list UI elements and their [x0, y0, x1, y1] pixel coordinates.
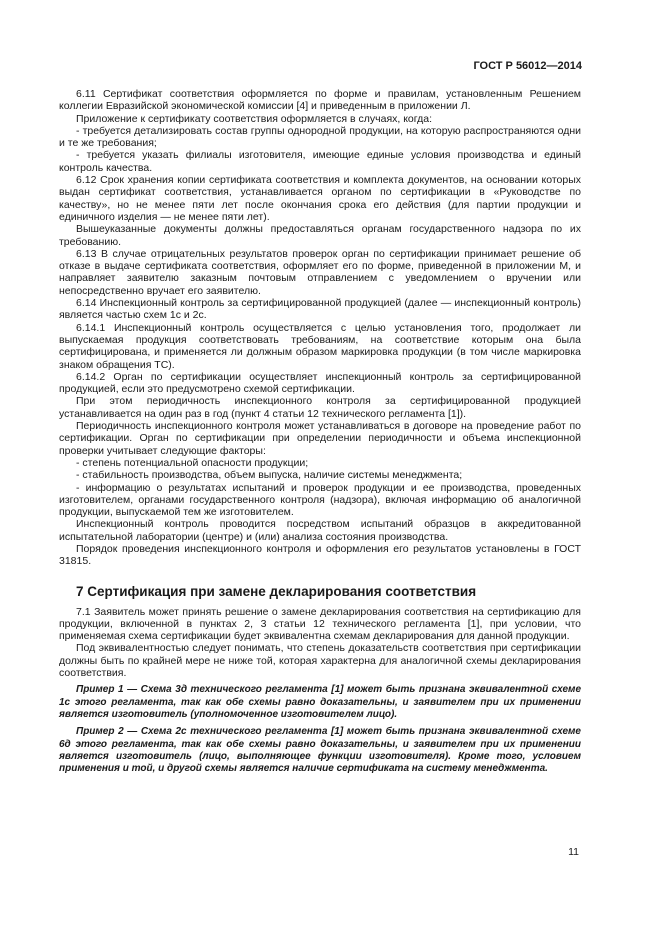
- paragraph: Инспекционный контроль проводится посредством испытаний образцов в аккредитованной испытательной лаборатории (центре) и (или) анализа состояния производства.: [59, 518, 581, 543]
- list-item: - стабильность производства, объем выпуска, наличие системы менеджмента;: [76, 469, 463, 482]
- paragraph-7-1: 7.1 Заявитель может принять решение о замене декларирования соответствия на сертификацию для продукции, включенной в пунктах 2, 3 статьи 12 технического регламента [1], при условии, что применяемая схема сертификации будет эквивалентна схемам декларирования для данной продукции.: [59, 605, 581, 643]
- standard-header: ГОСТ Р 56012—2014: [473, 60, 582, 72]
- paragraph: Периодичность инспекционного контроля может устанавливаться в договоре на проведение работ по сертификации. Орган по сертификации при определении периодичности и объема инспекционной проверки учитывает следующие факторы:: [59, 420, 581, 457]
- paragraph-6-14-1: 6.14.1 Инспекционный контроль осуществляется с целью установления того, продолжает ли выпускаемая продукция соответствовать требованиям, на соответствие которым она была сертифицирована, и применяется ли должным образом маркировка продукции (в том числе маркировка знаком обращения ТС).: [59, 321, 581, 371]
- paragraph: Вышеуказанные документы должны предоставляться органам государственного надзора по их требованию.: [59, 223, 581, 248]
- paragraph-6-14-2: 6.14.2 Орган по сертификации осуществляет инспекционный контроль за сертифицированной продукцией, если это предусмотрено схемой сертификации.: [59, 370, 581, 396]
- list-item: - информацию о результатах испытаний и проверок продукции и ее производства, проведенных изготовителем, органами государственного контроля (надзора), включая информацию об аналогичной продукции, выпускаемой тем же изготовителем.: [59, 481, 581, 519]
- page-number: 11: [568, 846, 579, 858]
- paragraph-6-12: 6.12 Срок хранения копии сертификата соответствия и комплекта документов, на основании которых выдан сертификат соответствия, устанавливается органом по сертификации в «Руководстве по качеству», но не менее пяти лет после окончания срока его действия (для партии продукции и единичного изделия — не менее пяти лет).: [59, 174, 581, 223]
- list-item: - степень потенциальной опасности продукции;: [76, 456, 309, 469]
- example-2: Пример 2 — Схема 2с технического регламента [1] может быть признана эквивалентной схеме 6д этого регламента, так как обе схемы равно доказательны, и заявителем при их применении является изготовитель (лицо, выполняющее функции изготовителя). Кроме того, условием применения и той, и другой схемы является наличие сертификата на систему менеджмента.: [59, 726, 581, 775]
- example-1: Пример 1 — Схема 3д технического регламента [1] может быть признана эквивалентной схеме 1с этого регламента, так как обе схемы равно доказательны, и заявителем при их применении является изготовитель (уполномоченное изготовителем лицо).: [59, 684, 581, 720]
- paragraph: Под эквивалентностью следует понимать, что степень доказательств соответствия при сертификации должны быть по крайней мере не ниже той, которая характерна для аналогичной схемы декларирования соответствия.: [59, 642, 581, 680]
- paragraph: При этом периодичность инспекционного контроля за сертифицированной продукцией устанавливается на один раз в год (пункт 4 статьи 12 технического регламента [1]).: [59, 395, 581, 420]
- list-item: - требуется указать филиалы изготовителя, имеющие единые условия производства и единый контроль качества.: [59, 149, 581, 174]
- paragraph-6-14: 6.14 Инспекционный контроль за сертифицированной продукцией (далее — инспекционный контроль) является частью схем 1с и 2с.: [59, 297, 581, 322]
- paragraph-6-13: 6.13 В случае отрицательных результатов проверок орган по сертификации принимает решение об отказе в выдаче сертификата соответствия, оформляет его по форме, приведенной в приложении М, и направляет заявителю заказным почтовым отправлением с уведомлением о вручении или непосредственно вручает его заявителю.: [59, 247, 581, 297]
- paragraph: Приложение к сертификату соответствия оформляется в случаях, когда:: [76, 112, 433, 125]
- paragraph-6-11: 6.11 Сертификат соответствия оформляется по форме и правилам, установленным Решением коллегии Евразийской экономической комиссии [4] и приведенным в приложении Л.: [59, 88, 581, 113]
- paragraph: Порядок проведения инспекционного контроля и оформления его результатов установлены в ГОСТ 31815.: [59, 542, 581, 568]
- page-content: [59, 88, 581, 775]
- list-item: - требуется детализировать состав группы однородной продукции, на которую распространяются одни и те же требования;: [59, 124, 581, 150]
- section-7-title: 7 Сертификация при замене декларирования соответствия: [76, 583, 477, 599]
